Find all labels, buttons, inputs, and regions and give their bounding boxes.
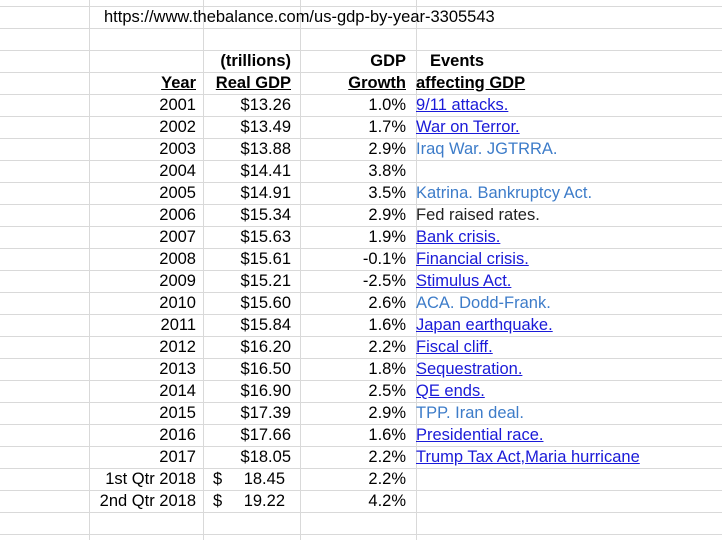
header-gdp-units: (trillions) (220, 52, 291, 70)
event-link[interactable]: Japan earthquake. (416, 316, 553, 334)
event-link[interactable]: Fiscal cliff. (416, 338, 493, 356)
table-row (0, 116, 722, 138)
real-gdp-cell: $14.41 (240, 162, 291, 180)
year-cell: 2017 (159, 448, 196, 466)
quarter-label-cell: 2nd Qtr 2018 (99, 492, 196, 510)
year-cell: 2010 (159, 294, 196, 312)
real-gdp-cell: $15.63 (240, 228, 291, 246)
year-cell: 2003 (159, 140, 196, 158)
gdp-growth-cell: 2.6% (368, 294, 406, 312)
events-cell (416, 336, 722, 358)
year-cell: 2001 (159, 96, 196, 114)
header-real-gdp: Real GDP (215, 74, 291, 92)
event-link[interactable]: Trump Tax Act,Maria hurricane (416, 448, 640, 466)
gdp-growth-cell: 2.2% (368, 470, 406, 488)
table-row (0, 182, 722, 204)
event-link[interactable]: Financial crisis. (416, 250, 529, 268)
header-row-2 (0, 72, 722, 94)
events-cell (416, 116, 722, 138)
event-link[interactable]: Bankruptcy Act. (472, 184, 593, 202)
events-cell (416, 94, 722, 116)
events-cell (416, 446, 722, 468)
events-cell (416, 204, 722, 226)
table-row (0, 226, 722, 248)
event-link[interactable]: Iraq War. (416, 140, 483, 158)
url-row (0, 6, 722, 28)
real-gdp-cell: $16.20 (240, 338, 291, 356)
currency-symbol: $ (213, 470, 223, 488)
event-link[interactable]: War on Terror. (416, 118, 520, 136)
gdp-growth-cell: 2.9% (368, 140, 406, 158)
gdp-growth-cell: 2.9% (368, 206, 406, 224)
header-events: affecting GDP (416, 74, 526, 92)
table-row (0, 138, 722, 160)
real-gdp-cell: $13.88 (240, 140, 291, 158)
header-row-1 (0, 50, 722, 72)
row-gridline (0, 534, 722, 535)
real-gdp-cell: $13.26 (240, 96, 291, 114)
year-cell: 2009 (159, 272, 196, 290)
events-cell (416, 314, 722, 336)
quarter-row (0, 468, 722, 490)
year-cell: 2002 (159, 118, 196, 136)
table-row (0, 248, 722, 270)
gdp-growth-cell: 1.0% (368, 96, 406, 114)
real-gdp-cell: $15.84 (240, 316, 291, 334)
year-cell: 2004 (159, 162, 196, 180)
real-gdp-cell: $15.34 (240, 206, 291, 224)
table-row (0, 446, 722, 468)
gdp-growth-cell: 1.7% (368, 118, 406, 136)
event-link[interactable]: ACA. (416, 294, 455, 312)
year-cell: 2016 (159, 426, 196, 444)
events-cell (416, 248, 722, 270)
table-row (0, 402, 722, 424)
gdp-growth-cell: -0.1% (362, 250, 406, 268)
events-cell (416, 226, 722, 248)
table-row (0, 336, 722, 358)
events-cell (416, 402, 722, 424)
event-link[interactable]: 9/11 attacks. (416, 96, 509, 114)
year-cell: 2013 (159, 360, 196, 378)
row-gridline (0, 512, 722, 513)
real-gdp-cell: $13.49 (240, 118, 291, 136)
currency-symbol: $ (213, 492, 223, 510)
year-cell: 2011 (160, 316, 196, 334)
table-row (0, 204, 722, 226)
event-link[interactable]: JGTRRA. (482, 140, 558, 158)
real-gdp-cell: 19.22 (243, 492, 285, 510)
gdp-growth-cell: -2.5% (362, 272, 406, 290)
gdp-growth-cell: 1.8% (368, 360, 406, 378)
events-cell (416, 270, 722, 292)
event-link[interactable]: Dodd-Frank. (454, 294, 551, 312)
table-row (0, 160, 722, 182)
events-cell (416, 424, 722, 446)
real-gdp-cell: $17.39 (240, 404, 291, 422)
gdp-growth-cell: 3.5% (368, 184, 406, 202)
event-link[interactable]: Bank crisis. (416, 228, 501, 246)
real-gdp-cell: 18.45 (243, 470, 285, 488)
real-gdp-cell: $15.60 (240, 294, 291, 312)
gdp-growth-cell: 4.2% (368, 492, 406, 510)
events-cell (416, 358, 722, 380)
table-row (0, 292, 722, 314)
events-cell (416, 138, 722, 160)
event-text: Fed raised rates. (416, 206, 540, 224)
event-link[interactable]: Sequestration. (416, 360, 523, 378)
gdp-growth-cell: 1.6% (368, 426, 406, 444)
table-row (0, 94, 722, 116)
real-gdp-cell: $15.61 (240, 250, 291, 268)
events-cell (416, 380, 722, 402)
year-cell: 2014 (159, 382, 196, 400)
event-link[interactable]: Presidential race. (416, 426, 544, 444)
year-cell: 2012 (159, 338, 196, 356)
year-cell: 2007 (159, 228, 196, 246)
year-cell: 2006 (159, 206, 196, 224)
event-link[interactable]: Stimulus Act. (416, 272, 512, 290)
quarter-label-cell: 1st Qtr 2018 (105, 470, 196, 488)
table-row (0, 380, 722, 402)
events-cell (416, 292, 722, 314)
header-events-top: Events (430, 52, 485, 70)
real-gdp-cell: $18.05 (240, 448, 291, 466)
events-cell (416, 182, 722, 204)
header-growth: Growth (348, 74, 406, 92)
event-link[interactable]: TPP. (416, 404, 451, 422)
header-growth-top: GDP (370, 52, 406, 70)
year-cell: 2015 (159, 404, 196, 422)
gdp-growth-cell: 1.6% (368, 316, 406, 334)
real-gdp-cell: $16.90 (240, 382, 291, 400)
real-gdp-cell: $17.66 (240, 426, 291, 444)
gdp-growth-cell: 2.2% (368, 448, 406, 466)
quarter-row (0, 490, 722, 512)
event-link[interactable]: QE ends. (416, 382, 485, 400)
source-url[interactable]: https://www.thebalance.com/us-gdp-by-year-3305543 (104, 8, 495, 26)
gdp-growth-cell: 1.9% (368, 228, 406, 246)
event-link[interactable]: Iran deal. (450, 404, 524, 422)
gdp-growth-cell: 2.2% (368, 338, 406, 356)
gdp-growth-cell: 2.5% (368, 382, 406, 400)
table-row (0, 424, 722, 446)
year-cell: 2005 (159, 184, 196, 202)
event-link[interactable]: Katrina. (416, 184, 473, 202)
row-gridline (0, 28, 722, 29)
year-cell: 2008 (159, 250, 196, 268)
table-row (0, 270, 722, 292)
events-cell (416, 160, 722, 182)
table-row (0, 314, 722, 336)
real-gdp-cell: $14.91 (240, 184, 291, 202)
table-row (0, 358, 722, 380)
gdp-growth-cell: 3.8% (368, 162, 406, 180)
real-gdp-cell: $15.21 (240, 272, 291, 290)
real-gdp-cell: $16.50 (240, 360, 291, 378)
header-year: Year (161, 74, 196, 92)
gdp-growth-cell: 2.9% (368, 404, 406, 422)
